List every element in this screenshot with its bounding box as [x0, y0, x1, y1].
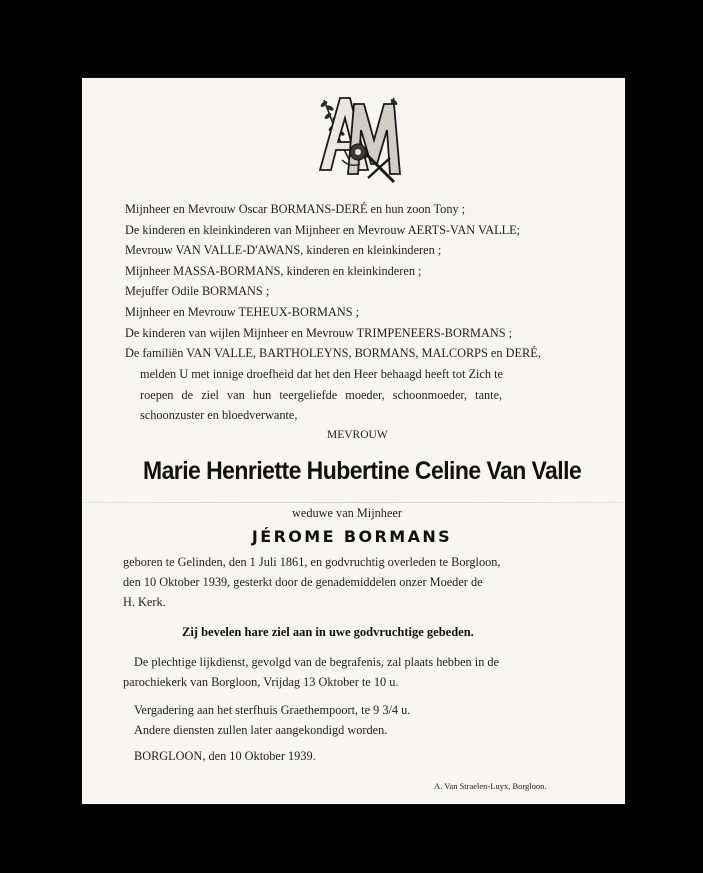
family-line: Mevrouw VAN VALLE-D'AWANS, kinderen en kleinkinderen ;: [125, 243, 442, 257]
mourning-card: [82, 78, 625, 804]
prayer-request: Zij bevelen hare ziel aan in uwe godvruchtige gebeden.: [182, 625, 474, 639]
printer-credit: A. Van Straelen-Luyx, Borgloon.: [434, 781, 547, 791]
birth-death-line: den 10 Oktober 1939, gesterkt door de genademiddelen onzer Moeder de: [123, 575, 483, 589]
birth-death-line: geboren te Gelinden, den 1 Juli 1861, en godvruchtig overleden te Borgloon,: [123, 555, 501, 569]
family-line: Mejuffer Odile BORMANS ;: [125, 284, 270, 298]
announcement-line: schoonzuster en bloedverwante,: [140, 408, 298, 422]
announcement-line: roepen de ziel van hun teergeliefde moeder, schoonmoeder, tante,: [140, 388, 503, 402]
gathering-line: Vergadering aan het sterfhuis Graethempoort, te 9 3/4 u.: [134, 703, 411, 717]
monogram-emblem: [302, 90, 412, 185]
family-line: De kinderen en kleinkinderen van Mijnheer en Mevrouw AERTS-VAN VALLE;: [125, 223, 521, 237]
fold-crease: [82, 502, 625, 503]
birth-death-line: H. Kerk.: [123, 595, 166, 609]
announcement-line: melden U met innige droefheid dat het den Heer behaagd heeft tot Zich te: [140, 367, 503, 381]
gathering-line: Andere diensten zullen later aangekondigd worden.: [134, 723, 388, 737]
funeral-line: De plechtige lijkdienst, gevolgd van de begrafenis, zal plaats hebben in de: [134, 655, 500, 669]
family-line: De kinderen van wijlen Mijnheer en Mevrouw TRIMPENEERS-BORMANS ;: [125, 326, 513, 340]
family-line: Mijnheer en Mevrouw Oscar BORMANS-DERÉ en hun zoon Tony ;: [125, 202, 466, 216]
family-line: Mijnheer MASSA-BORMANS, kinderen en kleinkinderen ;: [125, 264, 422, 278]
funeral-line: parochiekerk van Borgloon, Vrijdag 13 Oktober te 10 u.: [123, 675, 399, 689]
deceased-name: Marie Henriette Hubertine Celine Van Valle: [142, 457, 582, 485]
widow-of: weduwe van Mijnheer: [292, 506, 402, 520]
place-date: BORGLOON, den 10 Oktober 1939.: [134, 749, 316, 763]
family-line: De familiën VAN VALLE, BARTHOLEYNS, BORMANS, MALCORPS en DERÉ,: [125, 346, 541, 360]
honorific: MEVROUW: [327, 429, 388, 441]
family-line: Mijnheer en Mevrouw TEHEUX-BORMANS ;: [125, 305, 360, 319]
husband-name: JÉROME BORMANS: [251, 527, 453, 546]
